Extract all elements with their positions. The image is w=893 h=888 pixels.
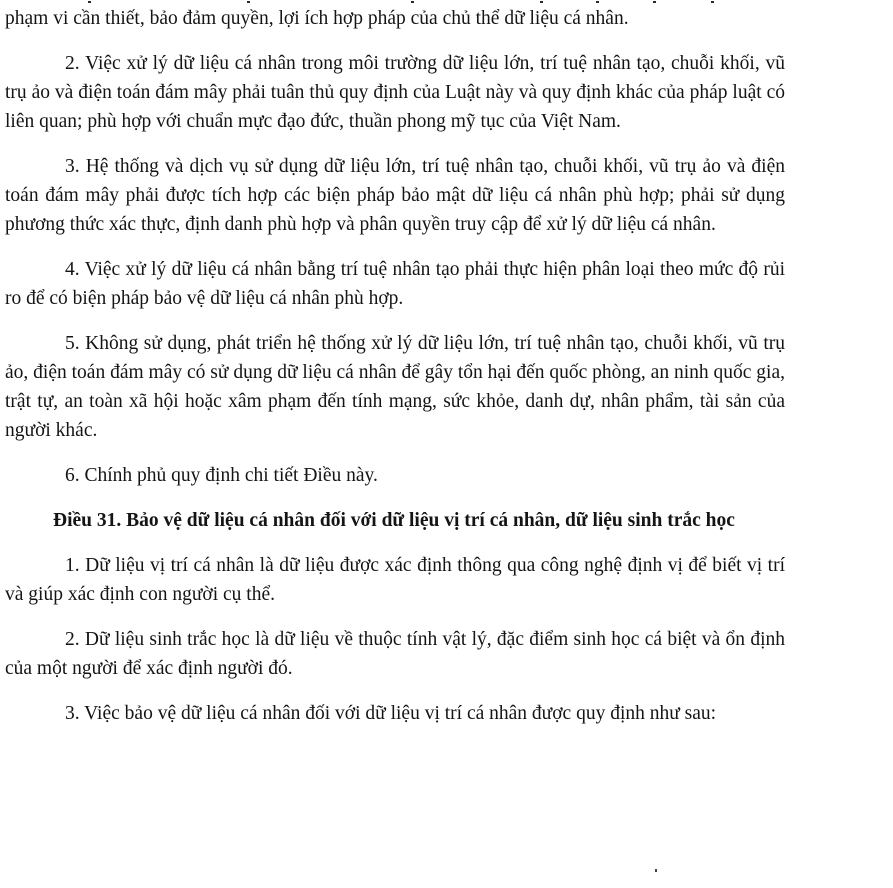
article-31-clause-2: 2. Dữ liệu sinh trắc học là dữ liệu về thuộc tính vật lý, đặc điểm sinh học cá biệt và ổn định của một người để xác định người đó. bbox=[5, 629, 785, 679]
paragraph-clause-2: 2. Việc xử lý dữ liệu cá nhân trong môi trường dữ liệu lớn, trí tuệ nhân tạo, chuỗi khối, vũ trụ ảo và điện toán đám mây phải tuân thủ quy định của Luật này và quy định khác của pháp luật có liên quan; phù hợp với chuẩn mực đạo đức, thuần phong mỹ tục của Việt Nam. bbox=[5, 53, 785, 132]
scan-speck bbox=[655, 869, 657, 872]
paragraph-clause-3: 3. Hệ thống và dịch vụ sử dụng dữ liệu lớn, trí tuệ nhân tạo, chuỗi khối, vũ trụ ảo và điện toán đám mây phải được tích hợp các biện pháp bảo mật dữ liệu cá nhân phù hợp; phải sử dụng phương thức xác thực, định danh phù hợp và phân quyền truy cập để xử lý dữ liệu cá nhân. bbox=[5, 156, 785, 235]
paragraph-continuation: phạm vi cần thiết, bảo đảm quyền, lợi ích hợp pháp của chủ thể dữ liệu cá nhân. bbox=[5, 8, 629, 29]
paragraph-clause-6: 6. Chính phủ quy định chi tiết Điều này. bbox=[65, 465, 378, 486]
article-31-clause-3: 3. Việc bảo vệ dữ liệu cá nhân đối với dữ liệu vị trí cá nhân được quy định như sau: bbox=[65, 703, 717, 724]
paragraph-clause-5: 5. Không sử dụng, phát triển hệ thống xử lý dữ liệu lớn, trí tuệ nhân tạo, chuỗi khối, vũ trụ ảo, điện toán đám mây có sử dụng dữ liệu cá nhân để gây tổn hại đến quốc phòng, an ninh quốc gia, trật tự, an toàn xã hội hoặc xâm phạm đến tính mạng, sức khỏe, danh dự, nhân phẩm, tài sản của người khác. bbox=[5, 333, 785, 441]
article-31-clause-1: 1. Dữ liệu vị trí cá nhân là dữ liệu được xác định thông qua công nghệ định vị để biết vị trí và giúp xác định con người cụ thể. bbox=[5, 555, 785, 605]
article-31-heading: Điều 31. Bảo vệ dữ liệu cá nhân đối với dữ liệu vị trí cá nhân, dữ liệu sinh trắc học bbox=[53, 510, 735, 531]
paragraph-clause-4: 4. Việc xử lý dữ liệu cá nhân bằng trí tuệ nhân tạo phải thực hiện phân loại theo mức độ rủi ro để có biện pháp bảo vệ dữ liệu cá nhân phù hợp. bbox=[5, 259, 785, 309]
